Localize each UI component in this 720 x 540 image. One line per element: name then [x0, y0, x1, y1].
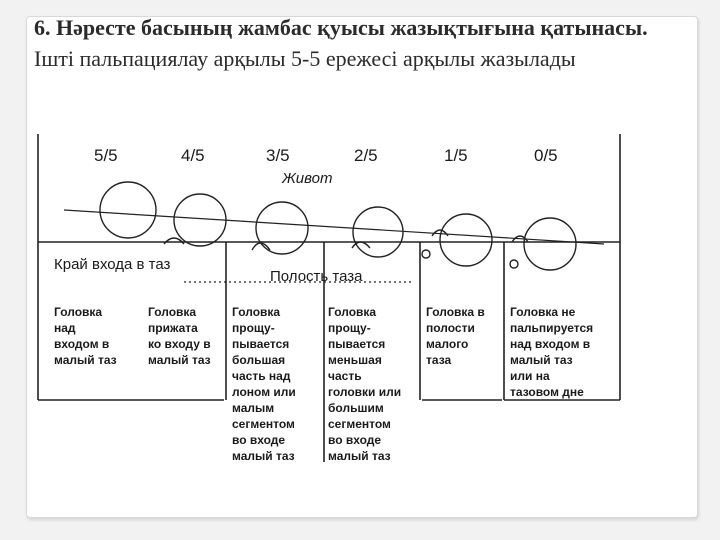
pelvic-engagement-diagram	[34, 132, 626, 472]
column-description: Головка нe пальпируется над входом в малый таз или на тазовом дне	[510, 305, 594, 399]
pubic-arc-3	[352, 242, 370, 248]
slide-title-bold: 6. Нәресте басының жамбас қуысы жазықтығына қатынасы.	[34, 15, 648, 40]
fraction-label: 0/5	[534, 146, 558, 165]
column-description: Головка прижата ко входу в малый таз	[148, 305, 211, 367]
fraction-label: 4/5	[181, 146, 205, 165]
fraction-label: 5/5	[94, 146, 118, 165]
fetal-head-3	[256, 202, 308, 254]
abdomen-line	[64, 210, 604, 244]
abdomen-label: Живот	[282, 170, 333, 187]
fetal-head-4	[353, 207, 403, 257]
fraction-label: 1/5	[444, 146, 468, 165]
pubic-arc-1	[164, 238, 184, 244]
pelvic-cavity-label: Полость таза	[270, 268, 363, 285]
slide-title	[34, 12, 684, 74]
column-description: Головка в полости малого таза	[426, 305, 485, 367]
column-description: Головка прощу- пывается меньшая часть головки или большим сегментом во входе малый таз	[328, 305, 402, 463]
fraction-label: 2/5	[354, 146, 378, 165]
marker-o-1	[422, 250, 430, 258]
slide-title-rest: Іштi пальпациялау арқылы 5-5 ережесi арқылы жазылады	[34, 46, 576, 71]
pelvic-inlet-label: Край входа в таз	[54, 256, 171, 273]
column-description: Головка над входом в малый таз	[54, 305, 117, 367]
fetal-head-1	[100, 182, 156, 238]
fetal-head-6	[524, 218, 576, 270]
fetal-head-5	[440, 214, 492, 266]
column-description: Головка прощу- пывается большая часть над лоном или малым сегментом во входе малый таз	[232, 305, 296, 463]
fraction-label: 3/5	[266, 146, 290, 165]
marker-o-2	[510, 260, 518, 268]
